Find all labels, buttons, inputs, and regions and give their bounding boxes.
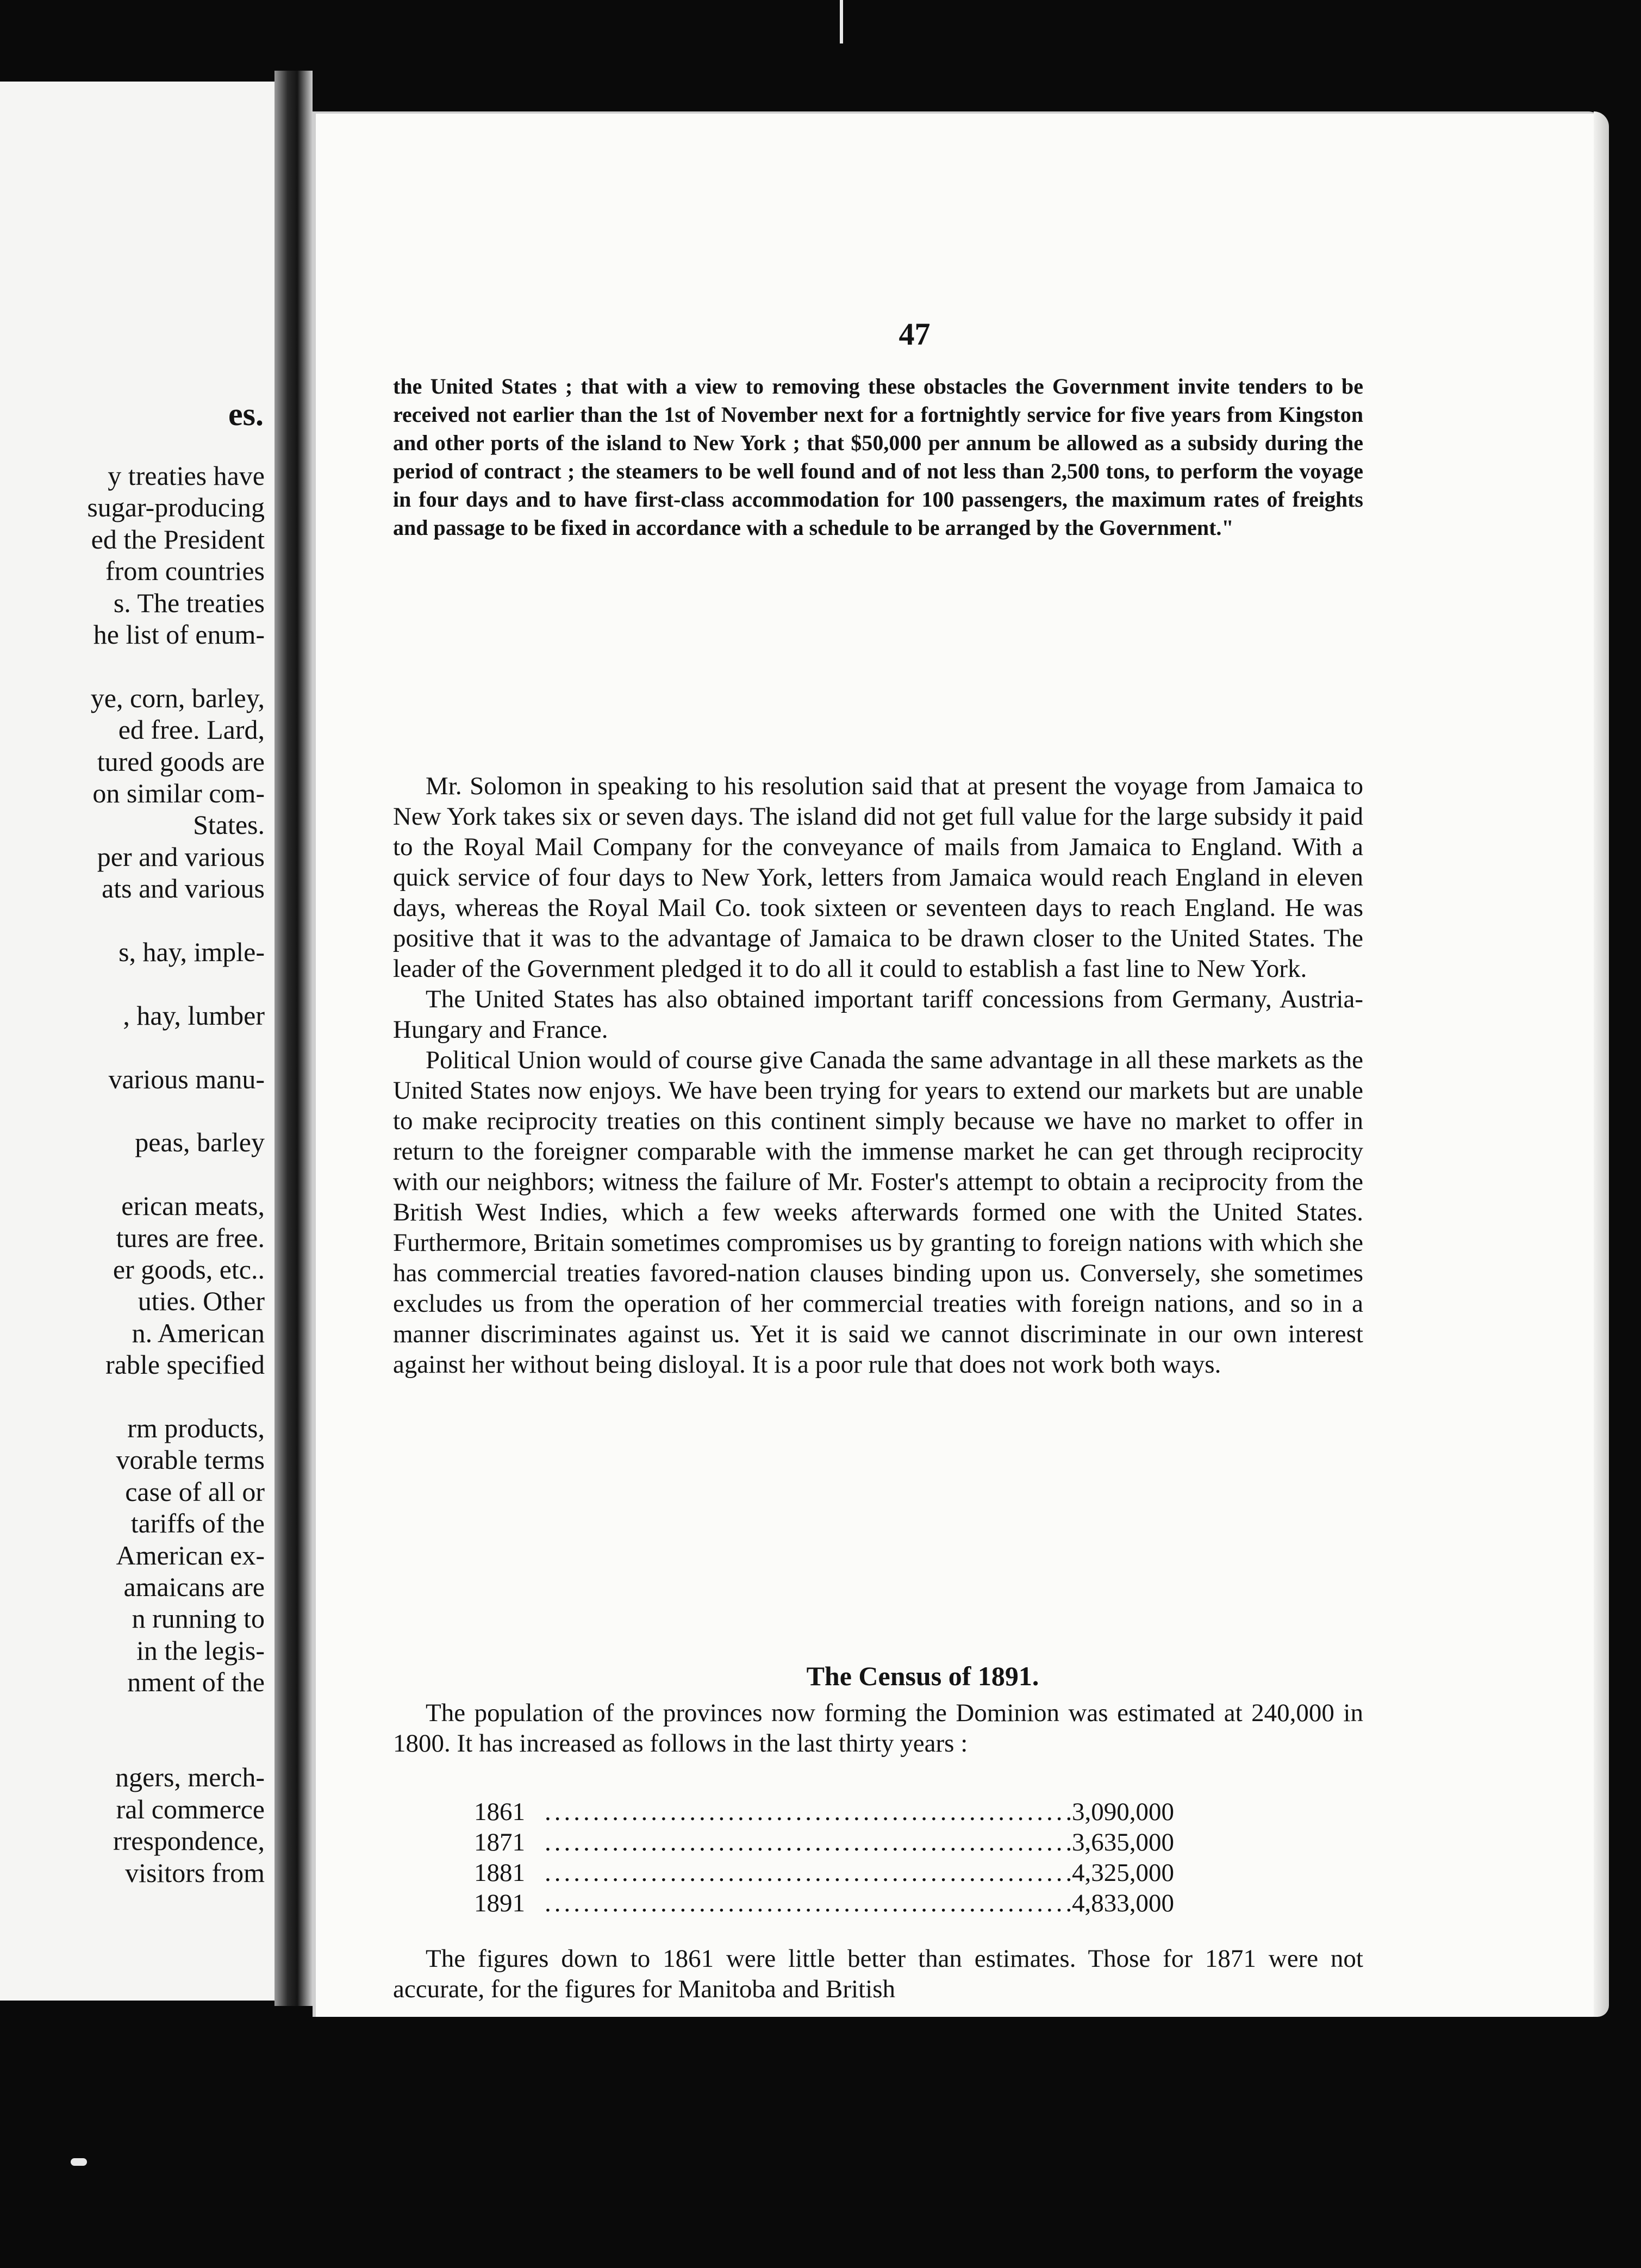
left-page-line: various manu-: [108, 1063, 265, 1094]
left-page-line: ngers, merch-: [115, 1762, 265, 1793]
previous-page-fragment: [0, 82, 274, 2001]
census-year: 1861: [474, 1798, 525, 1826]
left-page-line: sugar-producing: [87, 492, 265, 523]
leader-dots: [545, 1797, 1072, 1827]
leader-dots: [545, 1858, 1072, 1888]
left-page-line: ye, corn, barley,: [90, 682, 265, 713]
census-year: 1871: [474, 1828, 525, 1856]
leader-dots: [545, 1827, 1072, 1858]
table-row: [474, 1797, 1235, 1827]
left-page-line: tariffs of the: [130, 1508, 265, 1539]
left-page-line: ats and various: [102, 873, 265, 904]
table-row: [474, 1858, 1235, 1888]
continued-quote: the United States ; that with a view to removing these obstacles the Government invite tenders to be received not earlier than the 1st of November next for a fortnightly service for five years from Kingston and other ports of the island to New York ; that $50,000 per annum be allowed as a subsidy during the period of contract ; the steamers to be well found and of not less than 2,500 tons, to perform the voyage in four days and to have first-class accommodation for 100 passengers, the maximum rates of freights and passage to be fixed in accordance with a schedule to be arranged by the Government.": [393, 374, 1363, 540]
left-page-line: s, hay, imple-: [118, 937, 265, 967]
book-gutter: [274, 71, 313, 2006]
left-page-line: visitors from: [125, 1857, 265, 1888]
table-row: [474, 1827, 1235, 1858]
left-page-line: tures are free.: [116, 1222, 265, 1253]
left-page-line: per and various: [97, 841, 265, 872]
closing-paragraph: The figures down to 1861 were little better than estimates. Those for 1871 were not accurate, for the figures for Manitoba and British: [393, 1945, 1363, 2003]
scan-mark: [840, 0, 843, 43]
left-page-line: American ex-: [116, 1540, 265, 1571]
census-year: 1891: [474, 1889, 525, 1917]
left-page-line: y treaties have: [108, 460, 265, 491]
left-page-line: uties. Other: [138, 1286, 265, 1317]
leader-dots: [545, 1888, 1072, 1918]
left-page-line: nment of the: [127, 1667, 265, 1698]
left-page-line: on similar com-: [92, 778, 265, 808]
left-page-line: rable specified: [105, 1349, 265, 1380]
body-text: [393, 771, 1363, 1380]
census-intro: The population of the provinces now forming the Dominion was estimated at 240,000 in 1800. It has increased as follows in the last thirty years :: [393, 1699, 1363, 1758]
left-page-line: n running to: [132, 1603, 265, 1634]
page-number: 47: [899, 316, 931, 352]
left-page-line: case of all or: [125, 1476, 265, 1507]
left-page-line: he list of enum-: [93, 619, 265, 650]
census-heading: The Census of 1891.: [806, 1661, 1039, 1691]
left-page-line: rm products,: [127, 1413, 265, 1443]
left-page-line: er goods, etc..: [113, 1254, 265, 1285]
left-page-line: ed the President: [91, 524, 265, 554]
paragraph-political-union: Political Union would of course give Canada the same advantage in all these markets as the United States now enjoys. We have been trying for years to extend our markets but are unable to make reciprocity treaties on this continent simply because we have no market to offer in return to the foreigner comparable with the immense market he can get through reciprocity with our neighbors; witness the failure of Mr. Foster's attempt to obtain a reciprocity from the British West Indies, which a few weeks afterwards formed one with the United States. Furthermore, Britain sometimes compromises us by granting to foreign nations with which she has commercial treaties favored-nation clauses binding upon us. Conversely, she sometimes excludes us from the operation of her commercial treaties with foreign nations, and so in a manner discriminates against us. Yet it is said we cannot discriminate in our own interest against her without being disloyal. It is a poor rule that does not work both ways.: [393, 1046, 1363, 1379]
left-page-line: , hay, lumber: [123, 1000, 265, 1031]
main-page: [313, 111, 1609, 2017]
left-page-line: ed free. Lard,: [118, 714, 265, 745]
left-page-line: erican meats,: [121, 1191, 265, 1222]
closing-block: [393, 1943, 1363, 2004]
census-value: 4,325,000: [1072, 1859, 1174, 1887]
left-page-line: n. American: [132, 1317, 265, 1348]
table-row: [474, 1888, 1235, 1918]
left-page-line: from countries: [105, 556, 265, 587]
left-page-heading: es.: [228, 396, 264, 432]
left-page-line: in the legis-: [136, 1635, 265, 1666]
census-table: [474, 1797, 1235, 1918]
left-page-line: ral commerce: [116, 1793, 265, 1824]
census-value: 4,833,000: [1072, 1889, 1174, 1917]
left-page-line: vorable terms: [116, 1444, 265, 1475]
census-value: 3,090,000: [1072, 1798, 1174, 1826]
census-value: 3,635,000: [1072, 1828, 1174, 1856]
census-intro-block: [393, 1698, 1363, 1759]
scan-mark: [71, 2158, 87, 2166]
left-page-line: amaicans are: [123, 1572, 265, 1602]
paragraph-solomon: Mr. Solomon in speaking to his resolution said that at present the voyage from Jamaica to New York takes six or seven days. The island did not get full value for the large subsidy it paid to the Royal Mail Company for the conveyance of mails from Jamaica to England. With a quick service of four days to New York, letters from Jamaica would reach England in eleven days, whereas the Royal Mail Co. took sixteen or seventeen days to reach England. He was positive that it was to the advantage of Jamaica to be drawn closer to the United States. The leader of the Government pledged it to do all it could to establish a fast line to New York.: [393, 772, 1363, 983]
left-page-line: peas, barley: [135, 1127, 265, 1158]
left-page-line: s. The treaties: [113, 587, 265, 618]
census-year: 1881: [474, 1859, 525, 1887]
left-page-line: rrespondence,: [113, 1825, 265, 1856]
left-page-line: States.: [193, 809, 265, 840]
paragraph-tariff: The United States has also obtained important tariff concessions from Germany, Austria-Hungary and France.: [393, 985, 1363, 1044]
left-page-line: tured goods are: [97, 746, 265, 777]
